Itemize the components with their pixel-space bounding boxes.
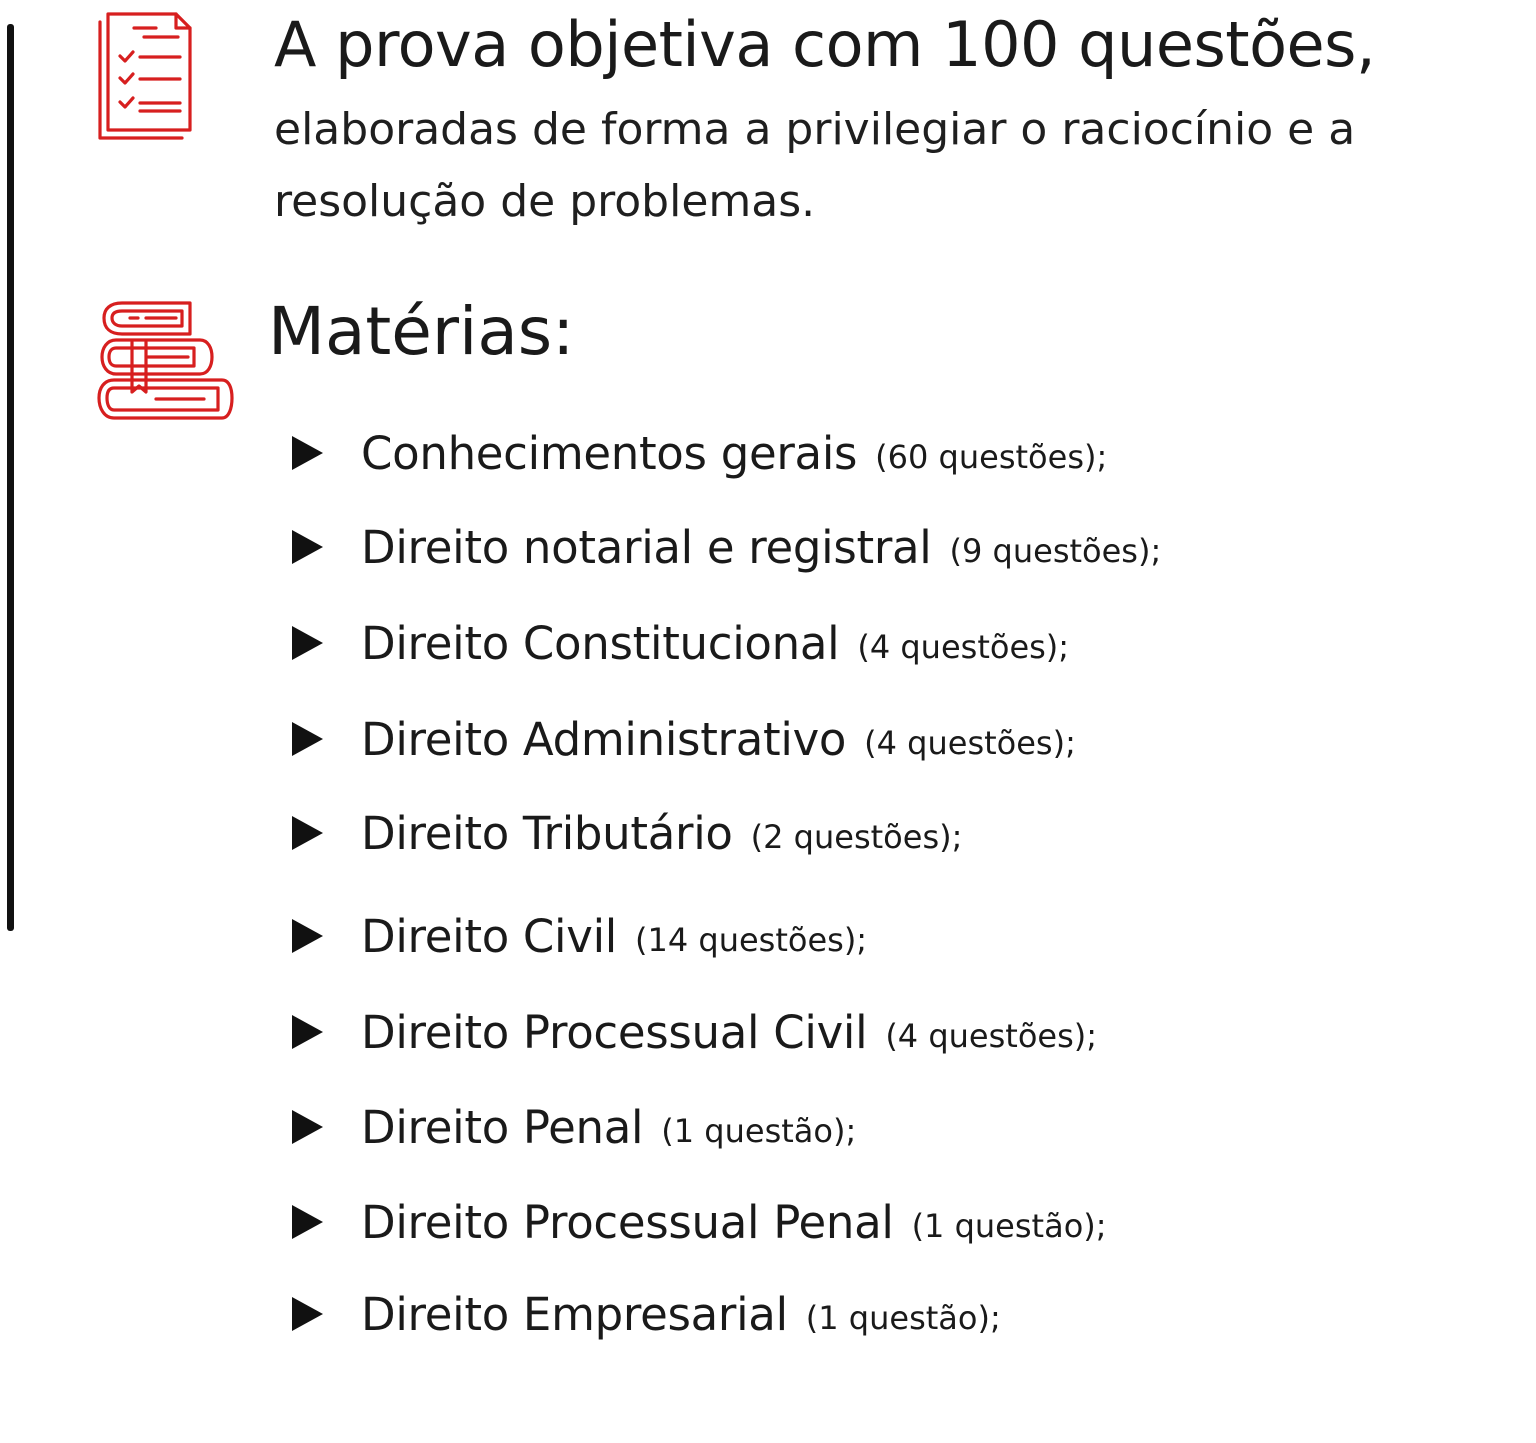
list-item — [292, 1097, 856, 1157]
list-item — [292, 1192, 1107, 1252]
triangle-bullet-icon — [292, 1297, 323, 1331]
triangle-bullet-icon — [292, 626, 323, 660]
books-icon — [94, 298, 236, 428]
subject-name: Direito Administrativo — [361, 712, 847, 766]
left-vertical-rule — [7, 24, 14, 931]
subject-count: (1 questão); — [805, 1299, 1001, 1337]
triangle-bullet-icon — [292, 436, 323, 470]
subject-name: Direito notarial e registral — [361, 520, 932, 574]
subject-name: Direito Constitucional — [361, 616, 840, 670]
triangle-bullet-icon — [292, 1015, 323, 1049]
triangle-bullet-icon — [292, 530, 323, 564]
subject-name: Direito Penal — [361, 1100, 644, 1154]
headline: A prova objetiva com 100 questões, — [274, 8, 1376, 81]
list-item — [292, 423, 1107, 483]
subject-count: (60 questões); — [875, 438, 1108, 476]
list-item — [292, 803, 962, 863]
subject-name: Conhecimentos gerais — [361, 426, 858, 480]
list-item — [292, 517, 1161, 577]
subject-count: (14 questões); — [635, 921, 868, 959]
triangle-bullet-icon — [292, 722, 323, 756]
triangle-bullet-icon — [292, 919, 323, 953]
subject-name: Direito Processual Civil — [361, 1005, 868, 1059]
subject-count: (4 questões); — [864, 724, 1076, 762]
triangle-bullet-icon — [292, 816, 323, 850]
list-item — [292, 906, 867, 966]
subject-count: (4 questões); — [857, 628, 1070, 666]
list-item — [292, 709, 1076, 769]
subject-name: Direito Processual Penal — [361, 1195, 894, 1249]
triangle-bullet-icon — [292, 1205, 323, 1239]
list-item — [292, 613, 1069, 673]
subject-name: Direito Civil — [361, 909, 617, 963]
checklist-icon — [94, 10, 198, 142]
triangle-bullet-icon — [292, 1110, 323, 1144]
subjects-title: Matérias: — [268, 293, 575, 370]
list-item — [292, 1002, 1097, 1062]
subject-count: (9 questões); — [949, 532, 1162, 570]
subject-name: Direito Empresarial — [361, 1287, 788, 1341]
subject-count: (2 questões); — [750, 818, 963, 856]
subject-count: (4 questões); — [885, 1017, 1098, 1055]
subject-count: (1 questão); — [661, 1112, 857, 1150]
list-item — [292, 1284, 1001, 1344]
subject-name: Direito Tributário — [361, 806, 733, 860]
subject-count: (1 questão); — [911, 1207, 1107, 1245]
subline: elaboradas de forma a privilegiar o raciocínio e a resolução de problemas. — [274, 104, 1356, 227]
